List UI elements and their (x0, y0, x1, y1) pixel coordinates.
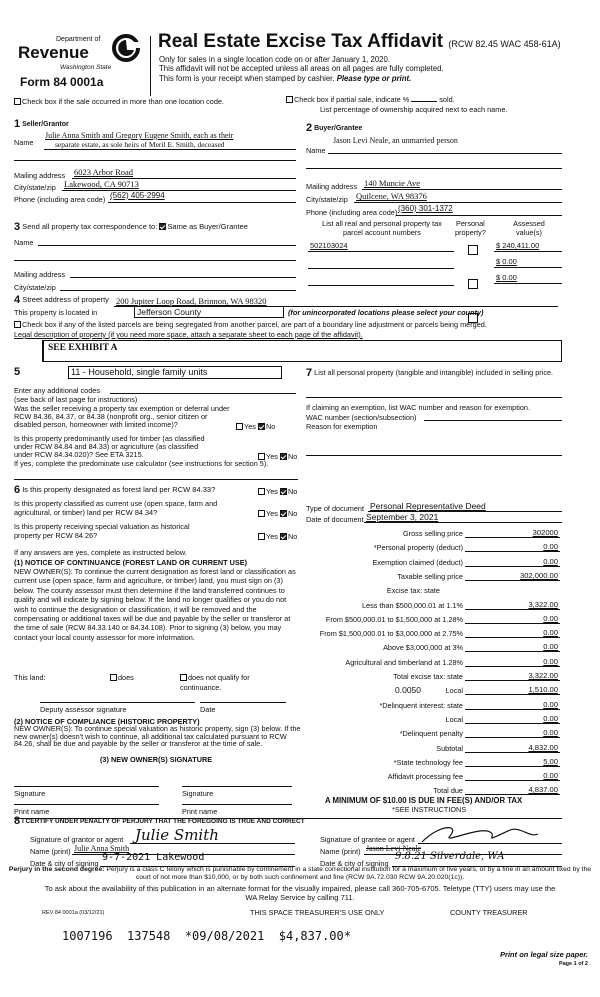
tax-row-value[interactable]: 0.00 (543, 656, 558, 666)
alt-format-notice: To ask about the availability of this publication in an alternate format for the visually impaired, please call 360-705-6705. Teletype (TTY) users may use the WA Relay Service by calling 711. (44, 884, 556, 902)
seller-heading: 1 Seller/Grantor (14, 118, 69, 130)
tax-row-label: *Delinquent penalty (399, 729, 463, 739)
tax-row-value[interactable]: 1,510.00 (528, 685, 558, 695)
assessed-value[interactable]: $ 0.00 (496, 273, 517, 282)
no-checkbox[interactable] (280, 510, 287, 517)
ownership-note: List percentage of ownership acquired next to each name. (320, 105, 508, 114)
deputy-signature-label: Deputy assessor signature (40, 705, 127, 714)
grantee-date-label: Date & city of signing (320, 859, 389, 868)
tax-row (300, 643, 560, 655)
multi-location-checkbox[interactable]: Check box if the sale occurred in more than one location code. (14, 97, 224, 106)
header-divider (150, 36, 151, 96)
tax-row (300, 758, 560, 770)
tax-row-value[interactable]: 0.00 (543, 642, 558, 652)
legal-description-text: SEE EXHIBIT A (48, 343, 118, 353)
tax-row-line (465, 637, 560, 638)
tax-row-value[interactable]: 3,322.00 (528, 599, 558, 609)
tax-row (300, 529, 560, 541)
additional-codes-field[interactable] (110, 393, 296, 394)
form-title: Real Estate Excise Tax Affidavit (RCW 82.45 WAC 458-61A) (158, 31, 561, 52)
signature-label: Signature (14, 789, 46, 798)
tax-row-label: *Personal property (deduct) (373, 543, 463, 553)
county-note: (for unincorporated locations please select your county) (288, 308, 484, 317)
new-owner-signature-title: (3) NEW OWNER(S) SIGNATURE (100, 755, 213, 764)
grantee-name-field[interactable]: Jason Levi Neale (366, 844, 422, 853)
wac-field[interactable] (424, 420, 562, 421)
seller-name-label: Name (14, 138, 34, 147)
signature-label-2: Signature (182, 789, 214, 798)
tax-row-value[interactable]: 0.00 (543, 699, 558, 709)
reason-field[interactable] (306, 455, 562, 456)
dor-logo (18, 34, 138, 94)
county-select[interactable]: Jefferson County (134, 306, 284, 318)
treasurer-use-label: THIS SPACE TREASURER'S USE ONLY (250, 908, 385, 917)
no-checkbox[interactable] (258, 423, 265, 430)
doctype-label: Type of document (306, 504, 365, 513)
seller-phone-field[interactable]: (562) 405-2994 (110, 191, 165, 200)
sec3-mail-label: Mailing address (14, 270, 66, 279)
tax-row-value[interactable]: 0.00 (543, 771, 558, 781)
tax-row-line (465, 609, 560, 610)
sec5-number: 5 (14, 366, 21, 378)
correspondence-heading: 3 Send all property tax correspondence to: Same as Buyer/Grantee (14, 221, 248, 233)
buyer-heading: 2 Buyer/Grantee (306, 122, 363, 134)
deputy-date-label: Date (200, 705, 216, 714)
tax-row (300, 658, 560, 670)
notice-compliance-text: NEW OWNER(S): To continue special valuation as historic property, sign (3) below. If the new owner(s) doesn't wish to continue, all additional tax calculated pursuant to RCW 84.26, shall be due and payable by the seller or transferor at the time of sale. (14, 724, 301, 749)
located-label: This property is located in (14, 308, 98, 317)
tax-row-value[interactable]: 0.00 (543, 628, 558, 638)
seller-city-field[interactable]: Lakewood, CA 90713 (64, 179, 139, 189)
no-checkbox[interactable] (280, 533, 287, 540)
tax-row-line (465, 551, 560, 552)
tax-row-line (465, 580, 560, 581)
legal-label: Legal description of property (if you need more space, attach a separate sheet to each page of the affidavit). (14, 330, 363, 339)
certify-heading: 8 I CERTIFY UNDER PENALTY OF PERJURY THAT THE FOREGOING IS TRUE AND CORRECT (14, 815, 305, 827)
does-not-qualify-checkbox[interactable]: does not qualify for continuance. (180, 673, 250, 692)
partial-sale-checkbox[interactable]: Check box if partial sale, indicate % sold. (286, 95, 455, 104)
tax-row-line (465, 766, 560, 767)
tax-row-label: *Delinquent interest: state (379, 700, 463, 710)
grantor-date-label: Date & city of signing (30, 859, 99, 868)
codes-note: (see back of last page for instructions) (14, 395, 138, 404)
timber-answer: Yes No (258, 452, 297, 461)
legal-description-box[interactable] (42, 340, 562, 362)
print-name-label: Print name (14, 807, 50, 816)
tax-row (300, 772, 560, 784)
tax-row (300, 543, 560, 555)
tax-row-value[interactable]: 4,832.00 (528, 742, 558, 752)
print-name-label-2: Print name (182, 807, 218, 816)
deputy-signature-field[interactable] (40, 702, 195, 703)
tax-row-line (465, 651, 560, 652)
seller-mail-field[interactable]: 6023 Arbor Road (74, 167, 134, 177)
grantor-sig-label: Signature of grantor or agent (30, 835, 124, 844)
local-rate-value: 0.0050 (395, 685, 421, 696)
same-as-buyer-checkbox[interactable] (159, 223, 166, 230)
notice-continuance-title: (1) NOTICE OF CONTINUANCE (FOREST LAND OR CURRENT USE) (14, 558, 248, 567)
tax-row-value[interactable]: 302000 (532, 528, 558, 537)
tax-row (300, 744, 560, 756)
parcel-col-header: List all real and personal property tax parcel account numbers (322, 219, 442, 237)
legal-paper-note: Print on legal size paper. (500, 950, 588, 959)
personal-col-header: Personal property? (455, 219, 486, 237)
tax-row-line (465, 780, 560, 781)
assessed-value[interactable]: $ 240,411.00 (496, 241, 540, 250)
tax-row (300, 615, 560, 627)
tax-row-line (465, 752, 560, 753)
dept-label: Department of (56, 36, 101, 43)
owner-print-name-field[interactable] (14, 804, 159, 805)
tax-row (300, 686, 560, 698)
tax-row (300, 701, 560, 713)
tax-row (300, 672, 560, 684)
state-label: Washington State (60, 64, 112, 71)
tax-row (300, 715, 560, 727)
docdate-label: Date of document (306, 515, 364, 524)
reason-label: Reason for exemption (306, 422, 378, 431)
forest-question: 6 Is this property designated as forest land per RCW 84.33? (14, 484, 216, 496)
this-land-label: This land: (14, 673, 46, 682)
exemption-answer: Yes No (236, 422, 275, 431)
tax-row-line (465, 666, 560, 667)
no-checkbox[interactable] (280, 453, 287, 460)
tax-row-line (465, 709, 560, 710)
grantee-sig-label: Signature of grantee or agent (320, 835, 415, 844)
page-number: Page 1 of 2 (558, 961, 588, 967)
additional-codes-label: Enter any additional codes (14, 386, 100, 395)
tax-row-value[interactable]: 5.00 (543, 756, 558, 766)
current-use-answer: Yes No (258, 509, 297, 518)
grantor-name-field[interactable]: Julie Anna Smith (74, 844, 130, 853)
tax-row (300, 586, 560, 598)
sec3-name-label: Name (14, 238, 34, 247)
tax-row-label: Local (445, 714, 463, 724)
seller-name-field[interactable]: Julie Anna Smith and Gregory Eugene Smith, each as their separate estate, as sole heirs of Meril E. Smith, deceased (45, 131, 234, 149)
tax-row (300, 601, 560, 613)
minimum-due-note: A MINIMUM OF $10.00 IS DUE IN FEE(S) AND/OR TAX (325, 796, 523, 805)
tax-row-label: Local (445, 686, 463, 696)
sec3-city-field[interactable] (60, 290, 296, 291)
tax-row-label: Excise tax: state (386, 586, 440, 596)
assessed-col-header: Assessed value(s) (513, 219, 545, 237)
tax-row-line (465, 566, 560, 567)
see-instructions-note: *SEE INSTRUCTIONS (392, 805, 467, 814)
yes-checkbox[interactable] (258, 533, 265, 540)
forest-answer: Yes No (258, 487, 297, 496)
tax-row (300, 729, 560, 741)
tax-row (300, 558, 560, 570)
tax-row-label: Total due (433, 786, 463, 796)
tax-row-label: Gross selling price (402, 529, 463, 538)
street-field[interactable]: 200 Jupiter Loop Road, Brinnon, WA 98320 (116, 296, 267, 306)
buyer-phone-field[interactable]: (360) 301-1372 (398, 204, 453, 213)
sec3-mail-field[interactable] (70, 277, 296, 278)
owner-signature-field-2[interactable] (182, 786, 292, 787)
seller-mail-label: Mailing address (14, 171, 66, 180)
notice-compliance-title: (2) NOTICE OF COMPLIANCE (HISTORIC PROPERTY) (14, 717, 200, 726)
docdate-field[interactable]: September 3, 2021 (366, 512, 439, 522)
grantor-name-label: Name (print) (30, 847, 71, 856)
wac-label: WAC number (section/subsection) (306, 413, 417, 422)
tax-row-label: Agricultural and timberland at 1.28% (345, 657, 463, 667)
tax-row-value[interactable]: 3,322.00 (528, 671, 558, 680)
tax-row (300, 629, 560, 641)
historical-question: Is this property receiving special valuation as historical property per RCW 84.26? (14, 522, 190, 540)
seller-phone-label: Phone (including area code) (14, 195, 106, 204)
tax-row-value[interactable]: 302,000.00 (519, 570, 558, 580)
tax-row-line (465, 537, 560, 538)
personal-property-field[interactable] (306, 397, 562, 398)
exemption-question: Was the seller receiving a property tax exemption or deferral under RCW 84.36, 84.37, or 84.38 (nonprofit org., senior citizen or disabled person, homeowner with limited income)? (14, 404, 230, 430)
assessed-value[interactable]: $ 0.00 (496, 257, 517, 266)
tax-row-value[interactable]: 0.00 (543, 556, 558, 566)
tax-row (300, 572, 560, 584)
notice-continuance-text: NEW OWNER(S): To continue the current designation as forest land or classification as current use (open space, farm and agriculture, or timber) land, you must sign on (3) below. The county assessor must then determine if the land transferred continues to qualify and will indicate by signing below. If the land no longer qualifies or you do not wish to continue the designation or classification, it will be removed and the compensating or additional taxes will be due and payable by the seller or transferor at the time of sale (RCW 84.33.140 or 84.34.108). Prior to signing (3) below, you may contact your local county assessor for more information. (14, 567, 296, 642)
doctype-field[interactable]: Personal Representative Deed (370, 501, 486, 511)
personal-property-label: 7 List all personal property (tangible and intangible) included in selling price. (306, 367, 554, 379)
tax-row-line (465, 623, 560, 624)
receipt-stamp: 1007196 137548 *09/08/2021 $4,837.00* (62, 929, 351, 943)
tax-row-value[interactable]: 0.00 (543, 713, 558, 723)
segregated-checkbox[interactable]: Check box if any of the listed parcels are being segregated from another parcel, are part of a boundary line adjustment or parcels being merged. (14, 320, 487, 329)
owner-print-name-field-2[interactable] (182, 804, 292, 805)
does-qualify-checkbox[interactable]: does (110, 673, 134, 682)
dor-emblem-icon (112, 34, 140, 62)
buyer-phone-label: Phone (including area code) (306, 208, 398, 217)
sec3-name-field[interactable] (38, 245, 296, 246)
if-yes-note: If any answers are yes, complete as instructed below. (14, 548, 187, 557)
grantor-date-field[interactable]: 9-7-2021 Lakewood (102, 852, 205, 863)
tax-row-line (465, 680, 560, 681)
tax-row-label: Above $3,000,000 at 3% (383, 643, 463, 653)
header-subtitle: Only for sales in a single location code on or after January 1, 2020. This affidavit will not be accepted unless all areas on all pages are fully completed. This form is your receipt when stamped by cashier. Please type or print. (159, 55, 444, 83)
tax-row-label: Taxable selling price (397, 571, 463, 581)
tax-row-label: Less than $500,000.01 at 1.1% (361, 600, 463, 610)
grantee-date-field[interactable]: 9.8.21 Silverdale, WA (395, 851, 505, 862)
tax-row-line (465, 737, 560, 738)
deputy-date-field[interactable] (200, 702, 286, 703)
tax-row-label: From $1,500,000.01 to $3,000,000 at 2.75% (319, 629, 463, 639)
grantor-signature[interactable]: Julie Smith (135, 826, 219, 844)
parcel-number-field[interactable] (308, 268, 454, 269)
sec3-city-label: City/state/zip (14, 283, 56, 292)
owner-signature-field[interactable] (14, 786, 159, 787)
tax-row-label: From $500,000.01 to $1,500,000 at 1.28% (325, 614, 463, 624)
tax-row-line (465, 694, 560, 695)
tax-row-line (465, 723, 560, 724)
exemption-note: If claiming an exemption, list WAC number and reason for exemption. (306, 403, 531, 412)
seller-city-label: City/state/zip (14, 183, 56, 192)
current-use-question: Is this property classified as current use (open space, farm and agricultural, or timber) land per RCW 84.34? (14, 499, 218, 517)
grantee-name-label: Name (print) (320, 847, 361, 856)
yes-checkbox[interactable] (258, 510, 265, 517)
historical-answer: Yes No (258, 532, 297, 541)
revenue-label: Revenue (18, 43, 89, 62)
form-number: Form 84 0001a (20, 75, 104, 89)
buyer-city-field[interactable]: Quilcene, WA 98376 (356, 191, 427, 201)
tax-row-value[interactable]: 0.00 (543, 613, 558, 623)
predominate-use-note: If yes, complete the predominate use calculator (see instructions for section 5). (14, 459, 269, 468)
personal-property-checkbox[interactable] (468, 279, 478, 289)
tax-row-label: Subtotal (436, 743, 463, 753)
parcel-number-field[interactable] (308, 285, 454, 286)
buyer-name-field[interactable]: Jason Levi Neale, an unmarried person (333, 136, 458, 145)
yes-checkbox[interactable] (236, 423, 243, 430)
personal-property-checkbox[interactable] (468, 245, 478, 255)
tax-row-label: Total excise tax: state (393, 672, 463, 681)
timber-question: Is this property predominantly used for timber (as classified under RCW 84.84 and 84.33) or agriculture (as classified under RCW 84.34.020)? See ETA 3215. (14, 434, 205, 460)
tax-row-value[interactable]: 4,837.00 (528, 785, 558, 795)
yes-checkbox[interactable] (258, 488, 265, 495)
use-code-select[interactable]: 11 - Household, single family units (68, 366, 282, 379)
buyer-mail-label: Mailing address (306, 182, 358, 191)
tax-row-label: Affidavit processing fee (387, 772, 463, 782)
parcel-number-field[interactable]: 502103024 (310, 241, 348, 250)
tax-row-label: Exemption claimed (deduct) (372, 557, 463, 567)
buyer-city-label: City/state/zip (306, 195, 348, 204)
tax-row-value[interactable]: 0.00 (543, 542, 558, 552)
tax-row-value[interactable]: 0.00 (543, 728, 558, 738)
street-label: 4 Street address of property (14, 294, 109, 306)
revision-label: REV 84 0001a (03/12/21) (42, 910, 105, 916)
buyer-mail-field[interactable]: 140 Muncie Ave (364, 178, 421, 188)
perjury-notice: Perjury in the second degree: Perjury is a class C felony which is punishable by confinement in a state correctional institution for a maximum of five years, or by a fine in an amount fixed by the court of not more than $10,000, or by both such confinement and fine (RCW 9A.72.030 RCW 9A.20.020(1c)). (8, 866, 592, 881)
buyer-name-label: Name (306, 146, 326, 155)
tax-row-label: *State technology fee (393, 757, 463, 767)
no-checkbox[interactable] (280, 488, 287, 495)
county-treasurer-label: COUNTY TREASURER (450, 908, 528, 917)
